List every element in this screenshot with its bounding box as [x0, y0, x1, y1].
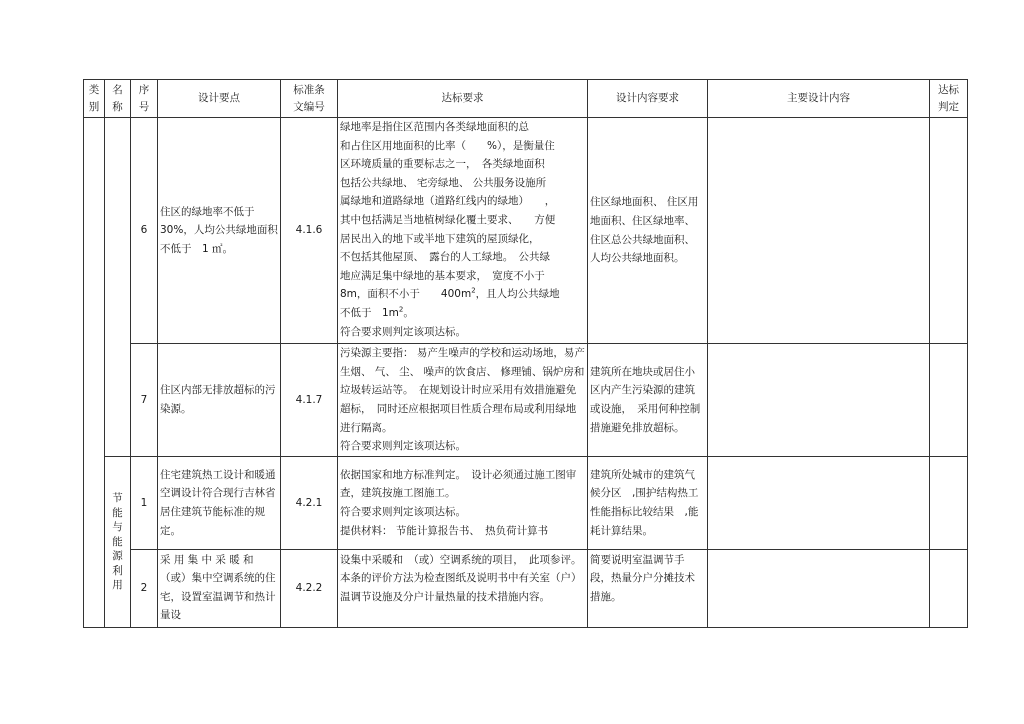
- judgement: [930, 344, 968, 457]
- header-design-point: 设计要点: [158, 80, 281, 118]
- requirement: 设集中采暖和 （或）空调系统的项目， 此项参评。本条的评价方法为检查图纸及说明书中有关室（户）温调节设施及分户计量热量的技术措施内容。: [338, 550, 588, 628]
- content-requirement: 建筑所处城市的建筑气候分区 ,围护结构热工性能指标比较结果 ,能耗计算结果。: [588, 457, 708, 550]
- design-point: 住区内部无排放超标的污染源。: [158, 344, 281, 457]
- category-cell: [84, 118, 105, 628]
- row-index: 7: [131, 344, 158, 457]
- content-requirement: 简要说明室温调节手段，热量分户分摊技术措施。: [588, 550, 708, 628]
- main-content: [708, 457, 930, 550]
- header-category: 类 别: [84, 80, 105, 118]
- design-point: 住宅建筑热工设计和暖通空调设计符合现行吉林省居住建筑节能标准的规定。: [158, 457, 281, 550]
- judgement: [930, 118, 968, 344]
- main-content: [708, 344, 930, 457]
- header-judgement: 达标 判定: [930, 80, 968, 118]
- main-content: [708, 118, 930, 344]
- clause-no: 4.2.2: [281, 550, 338, 628]
- judgement: [930, 550, 968, 628]
- design-point: 采 用 集 中 采 暖 和（或）集中空调系统的住宅，设置室温调节和热计量设: [158, 550, 281, 628]
- clause-no: 4.2.1: [281, 457, 338, 550]
- content-requirement: 住区绿地面积、 住区用地面积、住区绿地率、住区总公共绿地面积、人均公共绿地面积。: [588, 118, 708, 344]
- header-index: 序 号: [131, 80, 158, 118]
- requirement: 依据国家和地方标准判定。 设计必须通过施工图审查，建筑按施工图施工。 符合要求则判定该项达标。 提供材料： 节能计算报告书、 热负荷计算书: [338, 457, 588, 550]
- header-requirement: 达标要求: [338, 80, 588, 118]
- header-clause-no: 标准条 文编号: [281, 80, 338, 118]
- clause-no: 4.1.7: [281, 344, 338, 457]
- judgement: [930, 457, 968, 550]
- table-row: [84, 457, 968, 550]
- header-row: [84, 80, 968, 118]
- requirement: 污染源主要指： 易产生噪声的学校和运动场地，易产生烟、 气、 尘、 噪声的饮食店、 修理铺、锅炉房和垃圾转运站等。 在规划设计时应采用有效措施避免超标， 同时还应根据项目性质合理布局或利用绿地进行隔离。 符合要求则判定该项达标。: [338, 344, 588, 457]
- header-content-requirement: 设计内容要求: [588, 80, 708, 118]
- row-index: 2: [131, 550, 158, 628]
- row-index: 6: [131, 118, 158, 344]
- main-content: [708, 550, 930, 628]
- table-row: [84, 550, 968, 628]
- requirement: 绿地率是指住区范围内各类绿地面积的总 和占住区用地面积的比率（ %），是衡量住 区环境质量的重要标志之一， 各类绿地面积 包括公共绿地、 宅旁绿地、 公共服务设施所 属绿地和道路绿地（道路红线内的绿地） ， 其中包括满足当地植树绿化覆土要求、 方便 居民出入的地下或半地下建筑的屋顶绿化， 不包括其他屋顶、 露台的人工绿地。 公共绿 地应满足集中绿地的基本要求， 宽度不小于 8m，面积不小于 $400m^2$，且人均公共绿地 不低于 $1m^2$。 符合要求则判定该项达标。: [338, 118, 588, 344]
- header-main-content: 主要设计内容: [708, 80, 930, 118]
- content-requirement: 建筑所在地块或居住小区内产生污染源的建筑或设施， 采用何种控制措施避免排放超标。: [588, 344, 708, 457]
- clause-no: 4.1.6: [281, 118, 338, 344]
- design-spec-table: [83, 79, 968, 628]
- section-cell-energy: [105, 457, 131, 628]
- row-index: 1: [131, 457, 158, 550]
- header-name: 名 称: [105, 80, 131, 118]
- design-point: 住区的绿地率不低于 30%，人均公共绿地面积不低于 1 ㎡。: [158, 118, 281, 344]
- section-cell-land: [105, 118, 131, 457]
- section-label-energy: 节能与能源利用: [112, 492, 123, 592]
- table-row: [84, 118, 968, 344]
- table-row: [84, 344, 968, 457]
